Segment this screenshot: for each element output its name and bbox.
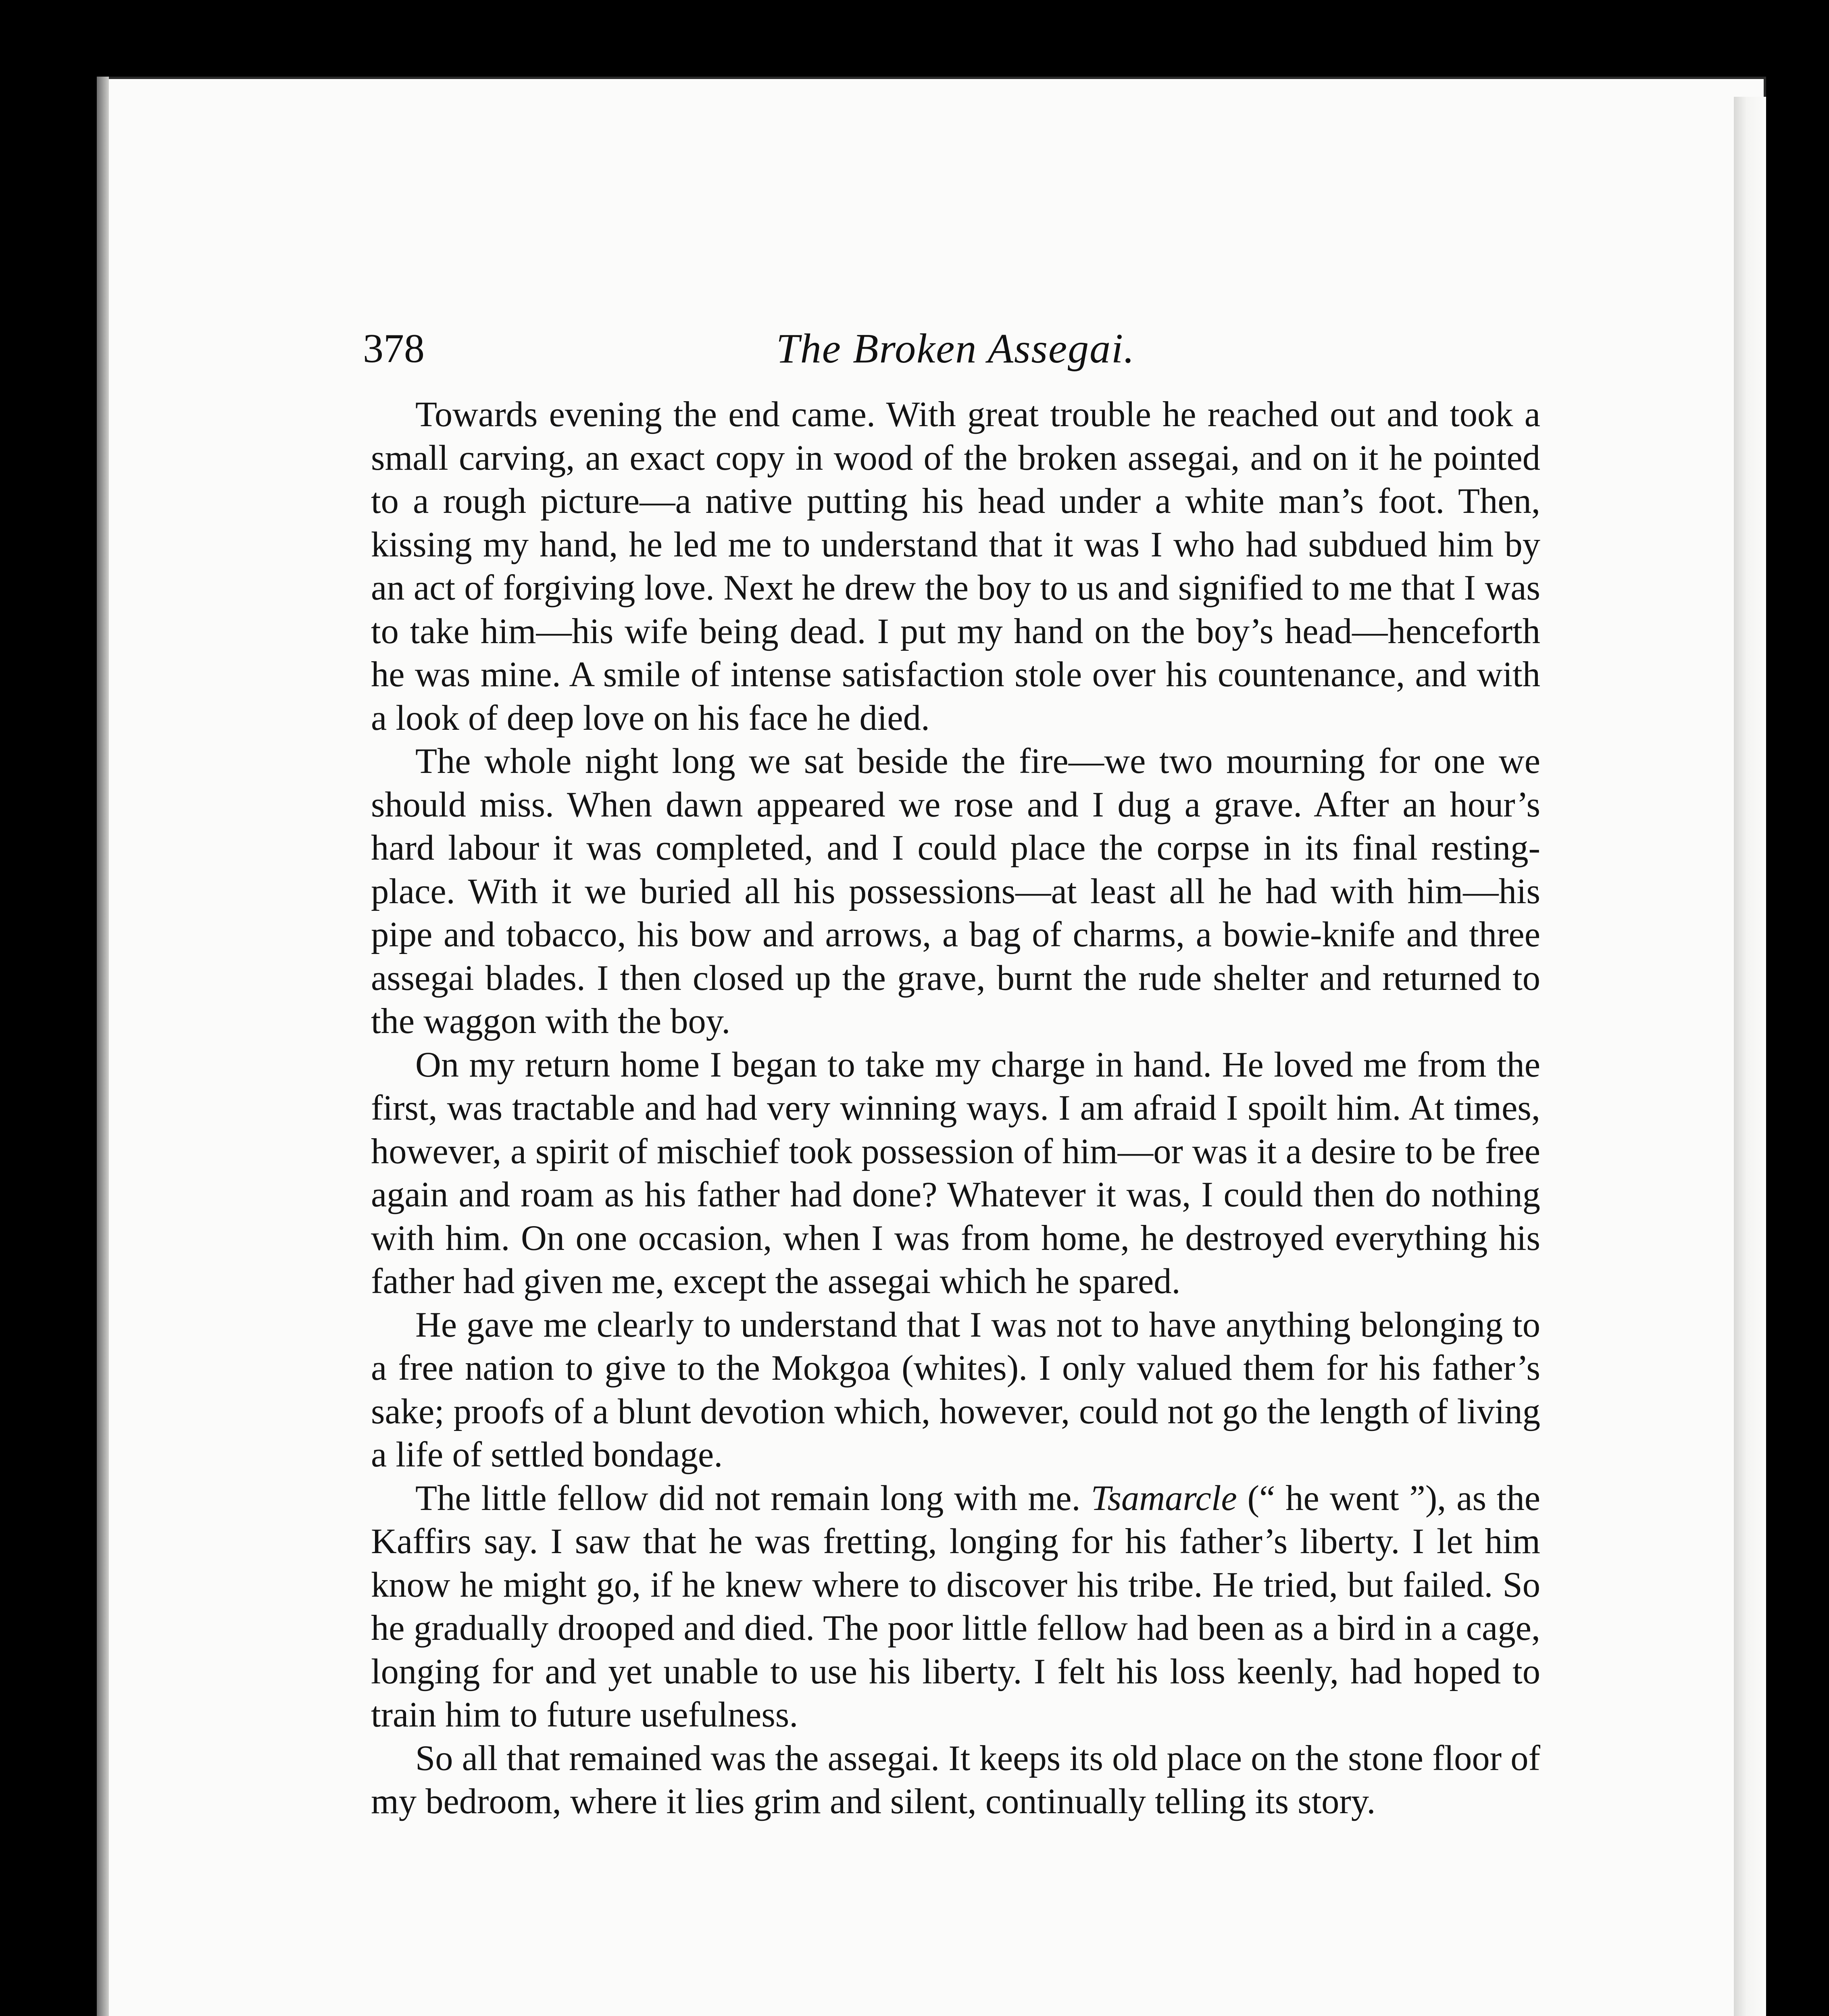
story-text — [371, 393, 1540, 1824]
page-number: 378 — [363, 326, 425, 371]
paragraph-4: He gave me clearly to understand that I was not to have anything belonging to a free nation to give to the Mokgoa (whites). I only valued them for his father’s sake; proofs of a blunt devotion which, however, could not go the length of living a life of settled bondage. — [371, 1305, 1540, 1475]
paragraph-3: On my return home I began to take my charge in hand. He loved me from the first, was tractable and had very winning ways. I am afraid I spoilt him. At times, however, a spirit of mischief took possession of him—or was it a desire to be free again and roam as his father had done? Whatever it was, I could then do nothing with him. On one occasion, when I was from home, he destroyed everything his father had given me, except the assegai which he spared. — [371, 1045, 1540, 1301]
italic-word: Tsamarcle — [1091, 1478, 1237, 1518]
page-right-edge — [1734, 97, 1766, 2016]
running-title: The Broken Assegai. — [776, 325, 1135, 372]
running-head — [363, 323, 1548, 375]
page-binding-edge — [97, 77, 109, 2016]
paragraph-5-end: (“ he went ”), as the Kaffirs say. I saw that he was fretting, longing for his father’s liberty. I let him know he might go, if he knew where to discover his tribe. He tried, but failed. So he gradually drooped and died. The poor little fellow had been as a bird in a cage, longing for and yet unable to use his liberty. I felt his loss keenly, had hoped to train him to future usefulness. — [371, 1478, 1540, 1735]
paragraph-2: The whole night long we sat beside the fire—we two mourning for one we should miss. When dawn appeared we rose and I dug a grave. After an hour’s hard labour it was completed, and I could place the corpse in its final resting-place. With it we buried all his possessions—at least all he had with him—his pipe and tobacco, his bow and arrows, a bag of charms, a bowie-knife and three assegai blades. I then closed up the grave, burnt the rude shelter and returned to the waggon with the boy. — [371, 741, 1540, 1041]
paragraph-5 — [371, 1477, 1540, 1737]
paragraph-1: Towards evening the end came. With great trouble he reached out and took a small carving, an exact copy in wood of the broken assegai, and on it he pointed to a rough picture—a native putting his head under a white man’s foot. Then, kissing my hand, he led me to understand that it was I who had subdued him by an act of forgiving love. Next he drew the boy to us and signified to me that I was to take him—his wife being dead. I put my hand on the boy’s head—henceforth he was mine. A smile of intense satisfaction stole over his countenance, and with a look of deep love on his face he died. — [371, 395, 1540, 738]
paragraph-6: So all that remained was the assegai. It keeps its old place on the stone floor of my bedroom, where it lies grim and silent, continually telling its story. — [371, 1738, 1540, 1821]
paragraph-5-start: The little fellow did not remain long with me. — [415, 1478, 1091, 1518]
